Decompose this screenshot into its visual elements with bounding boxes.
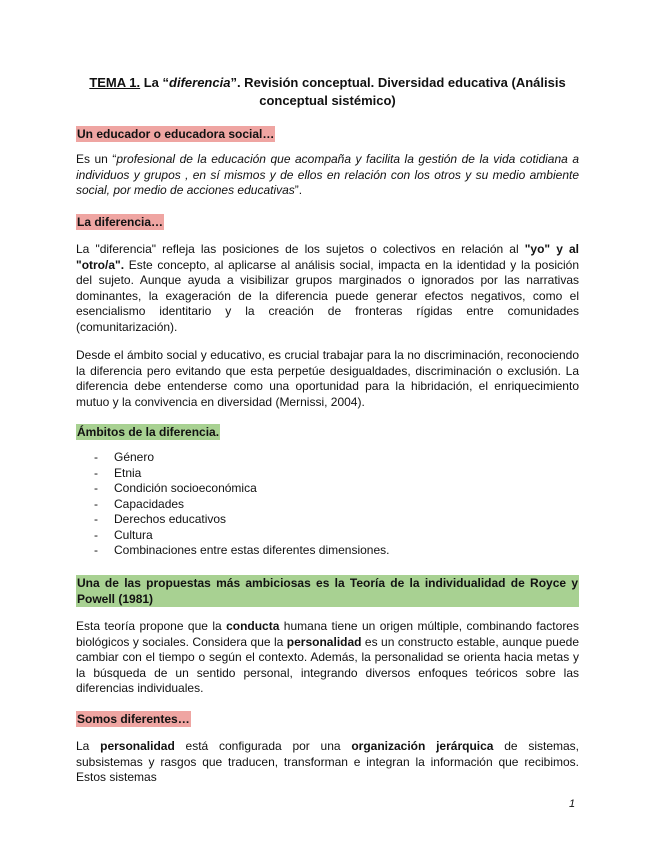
section-heading-diferencia: La diferencia… (77, 215, 164, 229)
p1-bold-yo-otro: "yo" y al "otro/a". (76, 242, 580, 272)
list-item: - Condición socioeconómica (94, 481, 257, 495)
quote-post: ”. (294, 183, 303, 197)
section-heading-ambitos: Ámbitos de la diferencia. (77, 425, 220, 439)
section-heading-educador: Un educador o educadora social… (77, 127, 275, 141)
list-item: - Cultura (94, 527, 153, 542)
list-item: - Derechos educativos (94, 512, 227, 526)
diferencia-paragraph-2: Desde el ámbito social y educativo, es crucial trabajar para la no discriminación, reconociendo la diferencia pero evitando que esta perpetúe desigualdades, discriminación o exclusión. La diferencia debe entenderse como una oportunidad para la hibridación, el enriquecimiento mutuo y la convivencia en diversidad (Mernissi, 2004). (76, 348, 579, 409)
title-pre: La “ (140, 75, 170, 90)
bold-organizacion: organización jerárquica (351, 739, 494, 753)
section-heading-royce-powell: Una de las propuestas más ambiciosas es la Teoría de la individualidad de Royce y Powell (1981) (77, 576, 578, 606)
list-item: - Combinaciones entre estas diferentes dimensiones. (94, 543, 390, 557)
diferencia-paragraph-1 (76, 242, 579, 335)
bold-conducta: conducta (226, 619, 280, 633)
bold-personalidad: personalidad (286, 634, 362, 649)
p1-text-a: La "diferencia" refleja las posiciones de los sujetos o colectivos en relación al (76, 242, 525, 256)
p1-text-c: Este concepto, al aplicarse al análisis social, impacta en la identidad y la posición del sujeto. Aunque ayuda a visibilizar grupos marginados o ignorados por las narrativas dominantes, la exageración de la diferencia puede generar efectos negativos, como el esencialismo identitario y la creación de fronteras rígidas entre comunidades (comunitarización). (76, 257, 579, 334)
ambitos-list (76, 450, 389, 559)
somos-diferentes-paragraph: La personalidad está configurada por una organización jerárquica de sistemas, subsistemas y rasgos que traducen, transforman e integran la información que recibimos. Estos sistemas (76, 739, 579, 784)
title-italic: diferencia (169, 75, 231, 90)
title-post: ”. Revisión conceptual. Diversidad educativa (Análisis conceptual sistémico) (230, 75, 566, 108)
quote-italic: profesional de la educación que acompaña y facilita la gestión de la vida cotidiana a individuos y grupos , en sí mismos y de ellos en relación con los otros y su medio ambiente social, por medio de acciones educativas (76, 152, 580, 197)
list-item: - Etnia (94, 465, 142, 480)
list-item: - Género (94, 450, 155, 464)
title-tema: TEMA 1. (89, 75, 141, 90)
quote-pre: Es un “ (76, 152, 117, 166)
quote-paragraph (76, 152, 579, 199)
bold-personalidad-2: personalidad (100, 739, 175, 753)
page-title (76, 74, 579, 110)
list-item: - Capacidades (94, 496, 185, 511)
page-number: 1 (569, 798, 576, 810)
royce-powell-paragraph: Esta teoría propone que la conducta humana tiene un origen múltiple, combinando factores biológicos y sociales. Considera que la personalidad es un constructo estable, aunque puede cambiar con el tiempo o según el contexto. Además, la personalidad se orienta hacia metas y la búsqueda de un sentido personal, integrando diversos enfoques teóricos sobre las diferencias individuales. (76, 619, 579, 695)
section-heading-somos-diferentes: Somos diferentes… (77, 712, 190, 726)
